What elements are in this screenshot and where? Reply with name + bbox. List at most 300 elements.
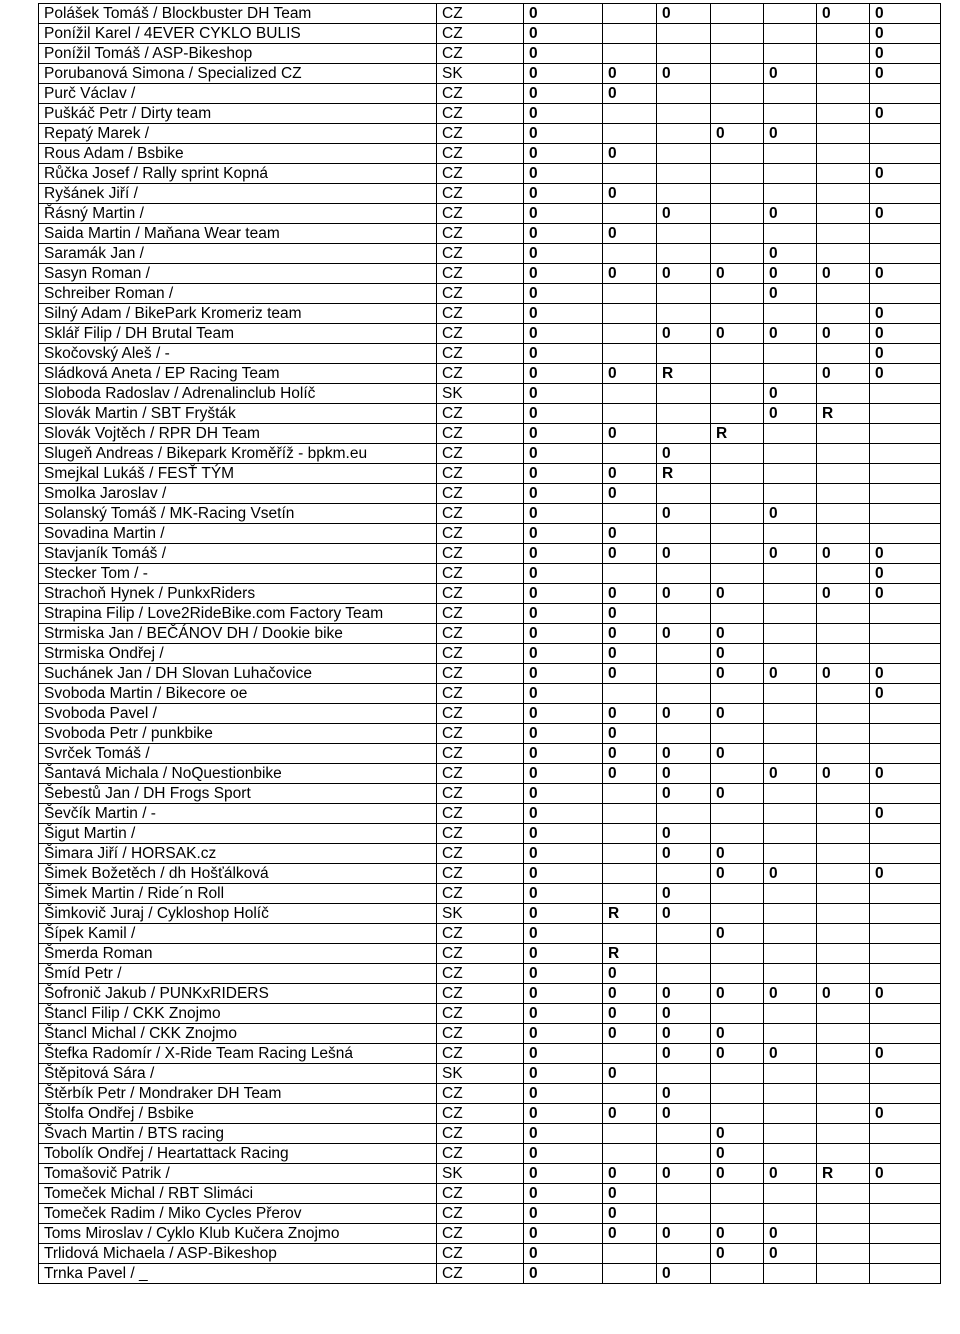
country-cell: CZ: [437, 664, 524, 684]
result-6-cell: [817, 64, 870, 84]
result-4-cell: 0: [711, 1124, 764, 1144]
country-cell: CZ: [437, 764, 524, 784]
result-7-cell: [870, 1144, 941, 1164]
result-6-cell: [817, 244, 870, 264]
result-6-cell: [817, 1024, 870, 1044]
result-5-cell: [764, 744, 817, 764]
table-row: [39, 184, 941, 204]
result-1-cell: 0: [524, 904, 603, 924]
result-5-cell: [764, 24, 817, 44]
result-7-cell: 0: [870, 804, 941, 824]
result-5-cell: 0: [764, 864, 817, 884]
result-6-cell: [817, 624, 870, 644]
result-7-cell: [870, 464, 941, 484]
result-5-cell: 0: [764, 664, 817, 684]
rider-name-cell: Svrček Tomáš /: [39, 744, 437, 764]
country-cell: CZ: [437, 1084, 524, 1104]
result-3-cell: [657, 184, 711, 204]
result-6-cell: [817, 824, 870, 844]
result-4-cell: [711, 1084, 764, 1104]
country-cell: CZ: [437, 104, 524, 124]
result-7-cell: 0: [870, 164, 941, 184]
table-row: [39, 504, 941, 524]
result-3-cell: [657, 944, 711, 964]
result-5-cell: [764, 304, 817, 324]
result-4-cell: [711, 184, 764, 204]
country-cell: CZ: [437, 184, 524, 204]
result-6-cell: [817, 1144, 870, 1164]
result-2-cell: [603, 4, 657, 24]
result-4-cell: [711, 24, 764, 44]
country-cell: CZ: [437, 344, 524, 364]
table-row: [39, 484, 941, 504]
result-7-cell: [870, 504, 941, 524]
result-4-cell: 0: [711, 1044, 764, 1064]
result-4-cell: [711, 464, 764, 484]
result-2-cell: [603, 44, 657, 64]
result-2-cell: [603, 924, 657, 944]
result-2-cell: [603, 684, 657, 704]
country-cell: CZ: [437, 464, 524, 484]
table-row: [39, 364, 941, 384]
country-cell: CZ: [437, 504, 524, 524]
result-5-cell: 0: [764, 1164, 817, 1184]
result-6-cell: [817, 84, 870, 104]
result-6-cell: [817, 1124, 870, 1144]
rider-name-cell: Ševčík Martin / -: [39, 804, 437, 824]
result-4-cell: [711, 604, 764, 624]
table-row: [39, 1024, 941, 1044]
result-1-cell: 0: [524, 524, 603, 544]
country-cell: CZ: [437, 1104, 524, 1124]
result-4-cell: [711, 204, 764, 224]
result-5-cell: [764, 564, 817, 584]
result-1-cell: 0: [524, 804, 603, 824]
result-5-cell: 0: [764, 544, 817, 564]
result-3-cell: [657, 1244, 711, 1264]
rider-name-cell: Šigut Martin /: [39, 824, 437, 844]
result-2-cell: [603, 1044, 657, 1064]
rider-name-cell: Řásný Martin /: [39, 204, 437, 224]
country-cell: CZ: [437, 264, 524, 284]
result-5-cell: [764, 224, 817, 244]
result-5-cell: [764, 1064, 817, 1084]
result-6-cell: [817, 844, 870, 864]
result-3-cell: [657, 924, 711, 944]
result-1-cell: 0: [524, 1004, 603, 1024]
result-1-cell: 0: [524, 4, 603, 24]
result-6-cell: [817, 684, 870, 704]
result-1-cell: 0: [524, 1024, 603, 1044]
result-4-cell: [711, 44, 764, 64]
rider-name-cell: Tomeček Radim / Miko Cycles Přerov: [39, 1204, 437, 1224]
result-7-cell: [870, 244, 941, 264]
result-4-cell: [711, 4, 764, 24]
rider-name-cell: Šípek Kamil /: [39, 924, 437, 944]
result-4-cell: 0: [711, 1164, 764, 1184]
rider-name-cell: Polášek Tomáš / Blockbuster DH Team: [39, 4, 437, 24]
result-1-cell: 0: [524, 604, 603, 624]
result-3-cell: 0: [657, 1224, 711, 1244]
result-3-cell: [657, 724, 711, 744]
country-cell: CZ: [437, 1264, 524, 1284]
result-3-cell: 0: [657, 824, 711, 844]
result-1-cell: 0: [524, 164, 603, 184]
result-5-cell: 0: [764, 264, 817, 284]
result-3-cell: [657, 964, 711, 984]
result-2-cell: 0: [603, 544, 657, 564]
result-3-cell: 0: [657, 504, 711, 524]
result-7-cell: 0: [870, 64, 941, 84]
result-3-cell: [657, 864, 711, 884]
country-cell: CZ: [437, 524, 524, 544]
result-7-cell: [870, 384, 941, 404]
country-cell: CZ: [437, 44, 524, 64]
result-2-cell: [603, 124, 657, 144]
result-7-cell: 0: [870, 4, 941, 24]
result-6-cell: [817, 144, 870, 164]
result-3-cell: 0: [657, 844, 711, 864]
result-2-cell: 0: [603, 604, 657, 624]
result-3-cell: 0: [657, 264, 711, 284]
table-row: [39, 24, 941, 44]
table-row: [39, 1144, 941, 1164]
result-1-cell: 0: [524, 564, 603, 584]
table-row: [39, 844, 941, 864]
result-1-cell: 0: [524, 704, 603, 724]
result-6-cell: [817, 1064, 870, 1084]
result-2-cell: [603, 304, 657, 324]
result-1-cell: 0: [524, 144, 603, 164]
table-row: [39, 1104, 941, 1124]
result-5-cell: [764, 144, 817, 164]
result-1-cell: 0: [524, 224, 603, 244]
result-2-cell: [603, 804, 657, 824]
result-5-cell: [764, 884, 817, 904]
rider-name-cell: Tobolík Ondřej / Heartattack Racing: [39, 1144, 437, 1164]
result-2-cell: [603, 444, 657, 464]
result-5-cell: 0: [764, 124, 817, 144]
result-1-cell: 0: [524, 464, 603, 484]
result-5-cell: 0: [764, 1044, 817, 1064]
country-cell: CZ: [437, 944, 524, 964]
result-1-cell: 0: [524, 364, 603, 384]
result-4-cell: [711, 304, 764, 324]
result-5-cell: [764, 684, 817, 704]
result-7-cell: [870, 224, 941, 244]
result-4-cell: [711, 964, 764, 984]
result-7-cell: 0: [870, 764, 941, 784]
result-3-cell: 0: [657, 584, 711, 604]
result-2-cell: 0: [603, 524, 657, 544]
result-3-cell: [657, 164, 711, 184]
result-6-cell: [817, 1204, 870, 1224]
table-row: [39, 104, 941, 124]
result-2-cell: 0: [603, 984, 657, 1004]
rider-name-cell: Sládková Aneta / EP Racing Team: [39, 364, 437, 384]
table-row: [39, 224, 941, 244]
result-5-cell: 0: [764, 1224, 817, 1244]
result-4-cell: [711, 144, 764, 164]
result-5-cell: 0: [764, 1244, 817, 1264]
result-4-cell: 0: [711, 784, 764, 804]
result-1-cell: 0: [524, 584, 603, 604]
result-1-cell: 0: [524, 1144, 603, 1164]
result-7-cell: [870, 1084, 941, 1104]
rider-name-cell: Sklář Filip / DH Brutal Team: [39, 324, 437, 344]
result-6-cell: [817, 644, 870, 664]
table-row: [39, 204, 941, 224]
result-5-cell: [764, 604, 817, 624]
result-5-cell: 0: [764, 204, 817, 224]
result-2-cell: [603, 204, 657, 224]
result-2-cell: R: [603, 904, 657, 924]
result-1-cell: 0: [524, 664, 603, 684]
result-6-cell: R: [817, 1164, 870, 1184]
result-6-cell: [817, 1084, 870, 1104]
country-cell: CZ: [437, 84, 524, 104]
country-cell: CZ: [437, 4, 524, 24]
result-3-cell: [657, 224, 711, 244]
result-5-cell: [764, 1184, 817, 1204]
result-6-cell: [817, 204, 870, 224]
country-cell: CZ: [437, 1004, 524, 1024]
result-5-cell: [764, 1084, 817, 1104]
table-row: [39, 164, 941, 184]
result-3-cell: [657, 1144, 711, 1164]
result-3-cell: [657, 84, 711, 104]
result-1-cell: 0: [524, 1064, 603, 1084]
result-7-cell: 0: [870, 324, 941, 344]
result-5-cell: [764, 824, 817, 844]
table-row: [39, 944, 941, 964]
result-7-cell: [870, 1064, 941, 1084]
result-1-cell: 0: [524, 1044, 603, 1064]
result-5-cell: [764, 164, 817, 184]
country-cell: CZ: [437, 1244, 524, 1264]
result-2-cell: [603, 784, 657, 804]
result-3-cell: 0: [657, 1024, 711, 1044]
rider-name-cell: Šofronič Jakub / PUNKxRIDERS: [39, 984, 437, 1004]
rider-name-cell: Šimek Martin / Ride´n Roll: [39, 884, 437, 904]
table-row: [39, 4, 941, 24]
result-4-cell: 0: [711, 124, 764, 144]
rider-name-cell: Slugeň Andreas / Bikepark Kroměříž - bpkm.eu: [39, 444, 437, 464]
result-3-cell: [657, 124, 711, 144]
table-row: [39, 624, 941, 644]
result-7-cell: [870, 1004, 941, 1024]
result-4-cell: [711, 344, 764, 364]
result-5-cell: 0: [764, 324, 817, 344]
result-5-cell: [764, 1004, 817, 1024]
result-2-cell: [603, 824, 657, 844]
table-row: [39, 64, 941, 84]
result-2-cell: 0: [603, 964, 657, 984]
result-7-cell: [870, 1204, 941, 1224]
rider-name-cell: Svoboda Pavel /: [39, 704, 437, 724]
result-3-cell: 0: [657, 1004, 711, 1024]
result-1-cell: 0: [524, 884, 603, 904]
result-4-cell: [711, 544, 764, 564]
result-1-cell: 0: [524, 1204, 603, 1224]
country-cell: CZ: [437, 1204, 524, 1224]
result-5-cell: [764, 1144, 817, 1164]
result-6-cell: [817, 1264, 870, 1284]
country-cell: CZ: [437, 684, 524, 704]
result-6-cell: 0: [817, 764, 870, 784]
table-row: [39, 664, 941, 684]
table-row: [39, 724, 941, 744]
country-cell: CZ: [437, 1044, 524, 1064]
result-3-cell: [657, 644, 711, 664]
result-5-cell: [764, 84, 817, 104]
result-3-cell: [657, 804, 711, 824]
results-table: [38, 3, 941, 1284]
result-1-cell: 0: [524, 544, 603, 564]
result-2-cell: [603, 344, 657, 364]
result-3-cell: 0: [657, 764, 711, 784]
rider-name-cell: Trlidová Michaela / ASP-Bikeshop: [39, 1244, 437, 1264]
country-cell: CZ: [437, 744, 524, 764]
result-1-cell: 0: [524, 864, 603, 884]
result-4-cell: 0: [711, 744, 764, 764]
rider-name-cell: Skočovský Aleš / -: [39, 344, 437, 364]
result-2-cell: [603, 104, 657, 124]
result-7-cell: 0: [870, 104, 941, 124]
result-6-cell: [817, 524, 870, 544]
result-2-cell: 0: [603, 584, 657, 604]
rider-name-cell: Šebestů Jan / DH Frogs Sport: [39, 784, 437, 804]
table-row: [39, 744, 941, 764]
result-1-cell: 0: [524, 284, 603, 304]
result-6-cell: 0: [817, 664, 870, 684]
table-row: [39, 1044, 941, 1064]
result-1-cell: 0: [524, 44, 603, 64]
country-cell: CZ: [437, 1124, 524, 1144]
result-2-cell: [603, 564, 657, 584]
result-1-cell: 0: [524, 244, 603, 264]
country-cell: CZ: [437, 424, 524, 444]
result-1-cell: 0: [524, 644, 603, 664]
country-cell: CZ: [437, 124, 524, 144]
result-6-cell: [817, 164, 870, 184]
country-cell: CZ: [437, 444, 524, 464]
result-4-cell: [711, 284, 764, 304]
result-6-cell: [817, 924, 870, 944]
result-6-cell: [817, 1244, 870, 1264]
rider-name-cell: Štěpitová Sára /: [39, 1064, 437, 1084]
rider-name-cell: Růčka Josef / Rally sprint Kopná: [39, 164, 437, 184]
rider-name-cell: Strmiska Jan / BEČÁNOV DH / Dookie bike: [39, 624, 437, 644]
rider-name-cell: Sovadina Martin /: [39, 524, 437, 544]
result-7-cell: [870, 184, 941, 204]
result-5-cell: [764, 44, 817, 64]
rider-name-cell: Saramák Jan /: [39, 244, 437, 264]
rider-name-cell: Šantavá Michala / NoQuestionbike: [39, 764, 437, 784]
rider-name-cell: Suchánek Jan / DH Slovan Luhačovice: [39, 664, 437, 684]
result-4-cell: [711, 444, 764, 464]
result-1-cell: 0: [524, 1164, 603, 1184]
result-2-cell: 0: [603, 1224, 657, 1244]
result-2-cell: [603, 1264, 657, 1284]
result-7-cell: [870, 924, 941, 944]
result-7-cell: 0: [870, 204, 941, 224]
result-2-cell: 0: [603, 1164, 657, 1184]
result-5-cell: [764, 1264, 817, 1284]
result-6-cell: [817, 1104, 870, 1124]
result-6-cell: 0: [817, 4, 870, 24]
result-7-cell: 0: [870, 684, 941, 704]
result-3-cell: [657, 244, 711, 264]
result-6-cell: R: [817, 404, 870, 424]
result-3-cell: [657, 144, 711, 164]
result-1-cell: 0: [524, 304, 603, 324]
result-2-cell: [603, 1144, 657, 1164]
table-row: [39, 344, 941, 364]
result-7-cell: [870, 1024, 941, 1044]
result-1-cell: 0: [524, 204, 603, 224]
table-row: [39, 84, 941, 104]
table-row: [39, 1264, 941, 1284]
result-2-cell: [603, 1244, 657, 1264]
result-7-cell: [870, 744, 941, 764]
result-3-cell: [657, 604, 711, 624]
result-5-cell: 0: [764, 984, 817, 1004]
result-4-cell: [711, 724, 764, 744]
result-1-cell: 0: [524, 944, 603, 964]
rider-name-cell: Ponížil Tomáš / ASP-Bikeshop: [39, 44, 437, 64]
country-cell: CZ: [437, 484, 524, 504]
result-6-cell: [817, 884, 870, 904]
result-7-cell: 0: [870, 664, 941, 684]
result-1-cell: 0: [524, 64, 603, 84]
result-5-cell: 0: [764, 384, 817, 404]
result-2-cell: 0: [603, 1064, 657, 1084]
result-1-cell: 0: [524, 1244, 603, 1264]
result-4-cell: [711, 1204, 764, 1224]
country-cell: SK: [437, 1064, 524, 1084]
rider-name-cell: Solanský Tomáš / MK-Racing Vsetín: [39, 504, 437, 524]
result-1-cell: 0: [524, 824, 603, 844]
table-row: [39, 1224, 941, 1244]
result-2-cell: 0: [603, 764, 657, 784]
result-2-cell: 0: [603, 644, 657, 664]
country-cell: CZ: [437, 1224, 524, 1244]
result-5-cell: [764, 364, 817, 384]
result-7-cell: 0: [870, 1164, 941, 1184]
table-row: [39, 1004, 941, 1024]
result-7-cell: [870, 1224, 941, 1244]
result-6-cell: [817, 484, 870, 504]
result-5-cell: [764, 484, 817, 504]
result-5-cell: [764, 644, 817, 664]
country-cell: CZ: [437, 724, 524, 744]
result-7-cell: [870, 724, 941, 744]
result-4-cell: [711, 504, 764, 524]
country-cell: CZ: [437, 704, 524, 724]
result-4-cell: [711, 764, 764, 784]
result-2-cell: [603, 1124, 657, 1144]
result-4-cell: [711, 244, 764, 264]
result-6-cell: 0: [817, 584, 870, 604]
rider-name-cell: Šimek Božetěch / dh Hošťálková: [39, 864, 437, 884]
result-7-cell: 0: [870, 1104, 941, 1124]
result-3-cell: [657, 384, 711, 404]
result-6-cell: [817, 1044, 870, 1064]
result-1-cell: 0: [524, 24, 603, 44]
result-4-cell: [711, 484, 764, 504]
result-6-cell: [817, 424, 870, 444]
